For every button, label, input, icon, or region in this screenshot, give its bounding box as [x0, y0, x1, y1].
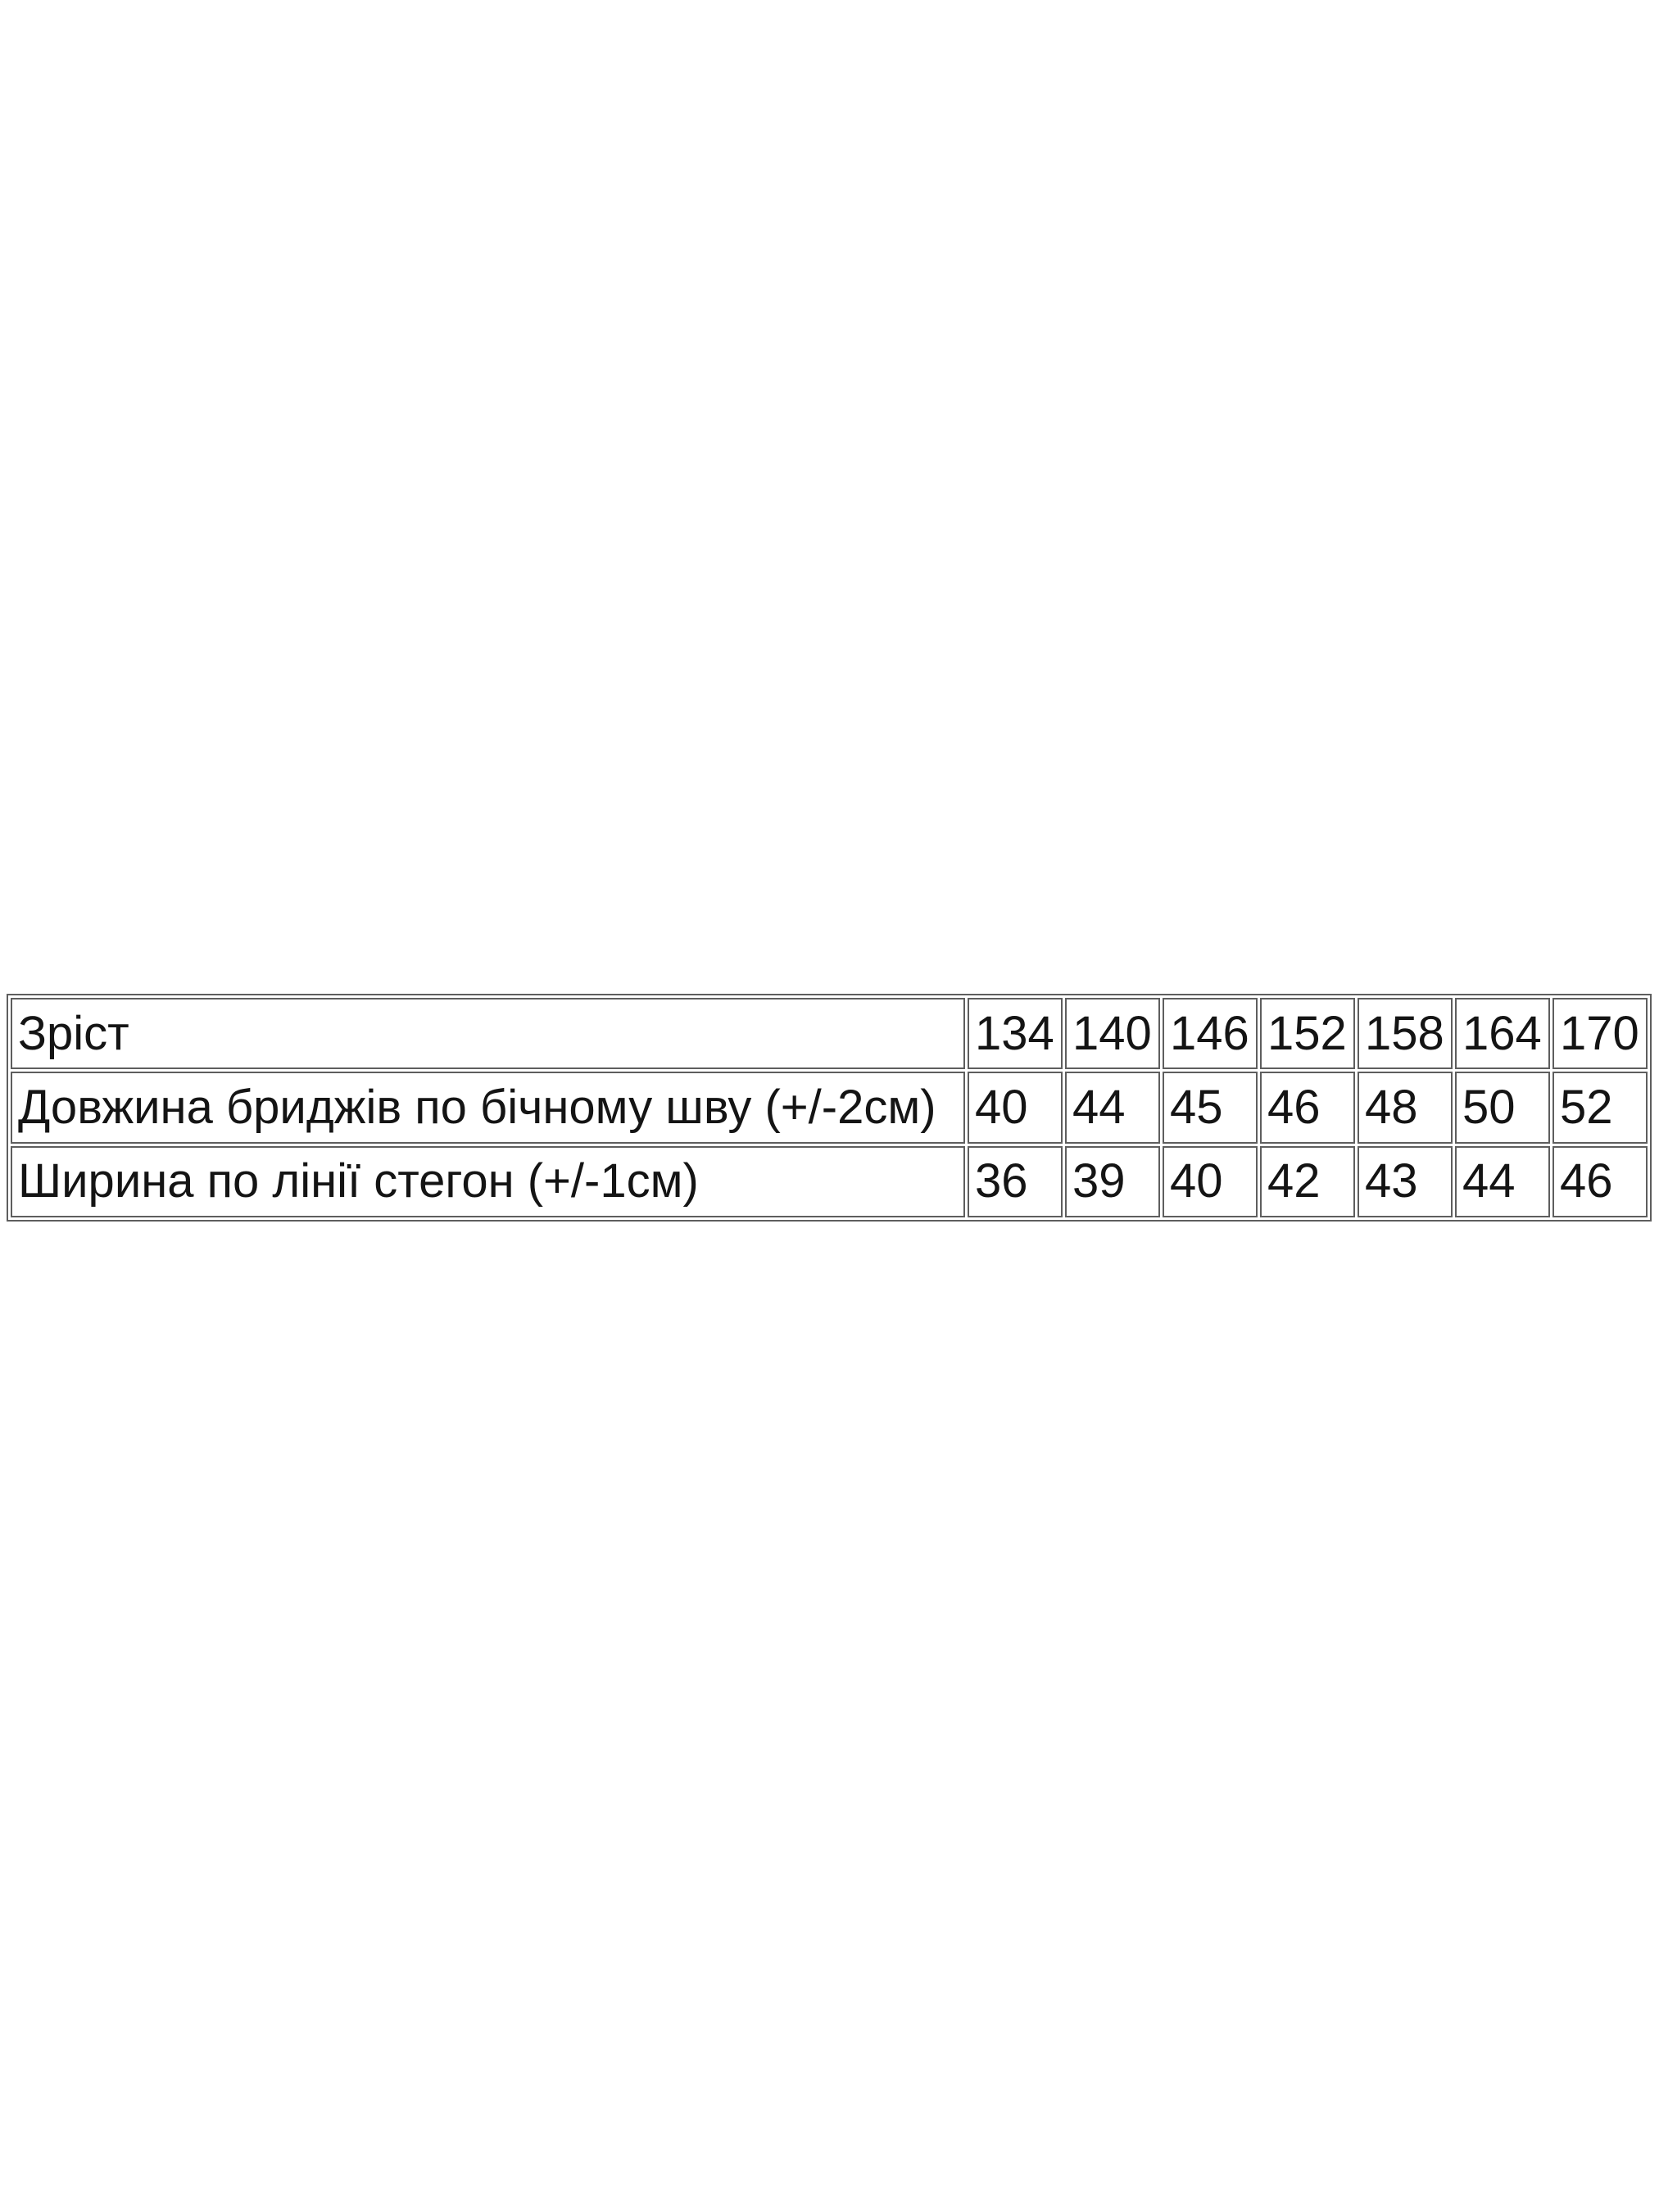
value-cell: 48 — [1358, 1072, 1453, 1143]
value-cell: 45 — [1163, 1072, 1258, 1143]
value-cell: 40 — [968, 1072, 1063, 1143]
size-chart-table — [7, 994, 1652, 1222]
value-cell: 44 — [1455, 1146, 1550, 1217]
value-cell: 46 — [1552, 1146, 1648, 1217]
row-label-cell: Зріст — [11, 998, 965, 1069]
value-cell: 44 — [1065, 1072, 1160, 1143]
value-cell: 152 — [1260, 998, 1355, 1069]
row-label-cell: Довжина бриджів по бічному шву (+/-2см) — [11, 1072, 965, 1143]
value-cell: 170 — [1552, 998, 1648, 1069]
value-cell: 52 — [1552, 1072, 1648, 1143]
value-cell: 158 — [1358, 998, 1453, 1069]
value-cell: 42 — [1260, 1146, 1355, 1217]
value-cell: 146 — [1163, 998, 1258, 1069]
value-cell: 46 — [1260, 1072, 1355, 1143]
value-cell: 36 — [968, 1146, 1063, 1217]
value-cell: 140 — [1065, 998, 1160, 1069]
table-row-height — [11, 998, 1648, 1069]
row-label-cell: Ширина по лінії стегон (+/-1см) — [11, 1146, 965, 1217]
value-cell: 43 — [1358, 1146, 1453, 1217]
table-row-hip-width — [11, 1146, 1648, 1217]
value-cell: 40 — [1163, 1146, 1258, 1217]
table-row-length — [11, 1072, 1648, 1143]
value-cell: 134 — [968, 998, 1063, 1069]
value-cell: 50 — [1455, 1072, 1550, 1143]
value-cell: 164 — [1455, 998, 1550, 1069]
value-cell: 39 — [1065, 1146, 1160, 1217]
